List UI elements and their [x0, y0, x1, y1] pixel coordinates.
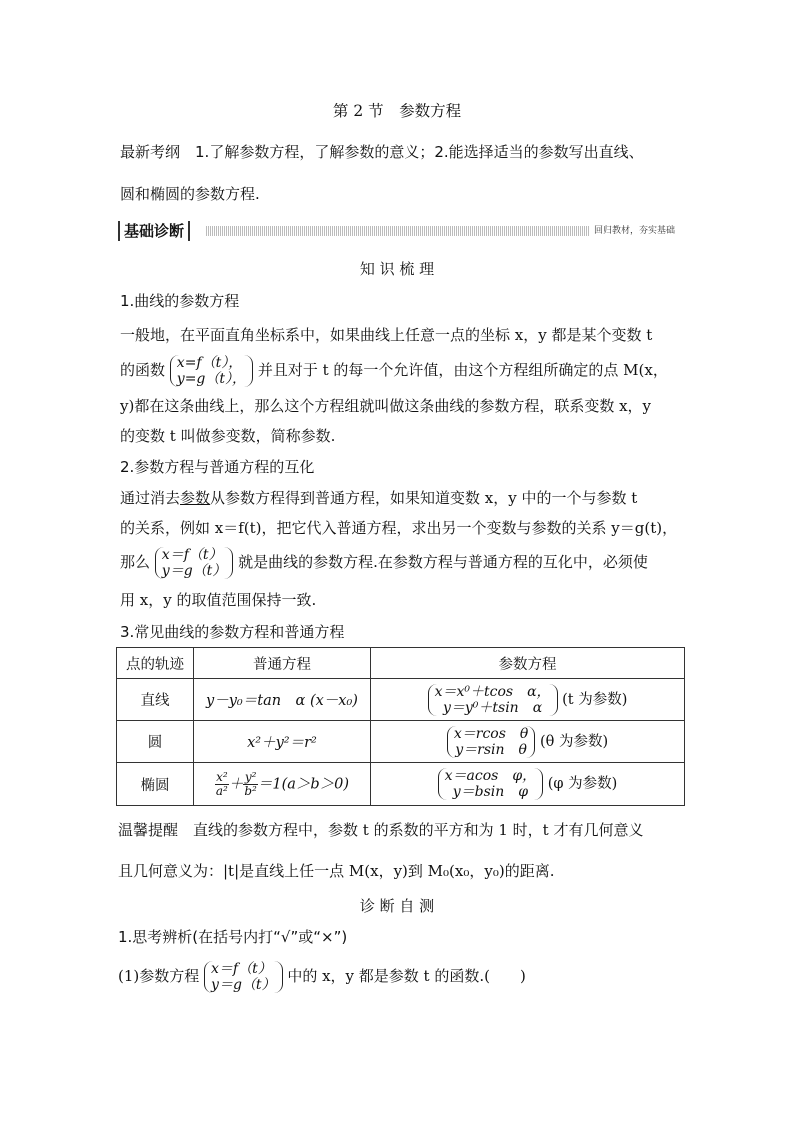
q1-eq-2: y＝g（t）: [211, 977, 276, 993]
q1-prefix: (1)参数方程: [118, 967, 200, 985]
row-ordinary-line: y－y₀＝tan α (x－x₀): [194, 679, 371, 721]
page-title: 第 2 节 参数方程: [332, 102, 462, 120]
q-heading: 1.思考辨析(在括号内打“√”或“×”): [118, 928, 348, 946]
ellipse-param-note: (φ 为参数): [547, 776, 618, 792]
table-header-parametric: 参数方程: [371, 648, 685, 679]
q1-eq-1: x＝f（t）: [211, 961, 272, 977]
banner-label: 基础诊断: [118, 221, 190, 241]
line-param-note: (t 为参数): [562, 691, 628, 708]
s1-line-4: 的变数 t 叫做参变数，简称参数.: [120, 427, 336, 445]
circle-param-note: (θ 为参数): [539, 733, 609, 750]
s2-line-3b: 就是曲线的参数方程.在参数方程与普通方程的互化中，必须使: [238, 553, 648, 571]
s1-equation-system: [170, 355, 253, 387]
s2-line-3: [120, 547, 648, 579]
table-header-row: [117, 648, 685, 679]
table-row: [117, 721, 685, 763]
outline-line-1: [120, 142, 644, 162]
curve-equation-table: [116, 647, 685, 806]
frac-denominator: b²: [244, 783, 257, 798]
s2-eq-2: y＝g（t）: [161, 563, 227, 579]
s1-line-1: 一般地，在平面直角坐标系中，如果曲线上任意一点的坐标 x，y 都是某个变数 t: [120, 326, 653, 344]
s2-line-1-underlined: 参数: [180, 489, 211, 507]
frac-numerator: y²: [244, 769, 257, 784]
ellipse-param-system: [438, 768, 544, 800]
ellipse-ordinary-tail: ＝1(a＞b＞0): [257, 776, 350, 792]
tip-line-1: [118, 820, 643, 840]
ellipse-param-eq-1: x＝acos φ，: [444, 768, 537, 784]
row-parametric-circle: [371, 721, 685, 763]
circle-param-eq-2: y＝rsin θ: [455, 741, 527, 758]
line-param-system: [428, 684, 558, 716]
s2-equation-system: [155, 547, 234, 579]
tip-text-1: 直线的参数方程中，参数 t 的系数的平方和为 1 时，t 才有几何意义: [178, 821, 644, 839]
outline-label: 最新考纲: [120, 143, 181, 161]
s1-heading: 1.曲线的参数方程: [120, 292, 240, 310]
s1-line-3: y)都在这条曲线上，那么这个方程组就叫做这条曲线的参数方程，联系变数 x，y: [120, 397, 652, 415]
table-header-ordinary: 普通方程: [194, 648, 371, 679]
s2-eq-1: x＝f（t）: [161, 547, 223, 563]
s3-heading: 3.常见曲线的参数方程和普通方程: [120, 623, 345, 641]
tip-line-2: 且几何意义为：|t|是直线上任一点 M(x，y)到 M₀(x₀，y₀)的距离.: [118, 862, 555, 880]
ellipse-frac-y: [243, 771, 258, 798]
outline-text-1: 1.了解参数方程，了解参数的意义；2.能选择适当的参数写出直线、: [180, 143, 644, 161]
row-ordinary-circle: x²＋y²＝r²: [194, 721, 371, 763]
row-name-circle: 圆: [117, 721, 194, 763]
s2-line-1: [120, 488, 637, 508]
frac-numerator: x²: [216, 769, 228, 784]
table-row: [117, 763, 685, 806]
table-header-trace: 点的轨迹: [117, 648, 194, 679]
s2-heading: 2.参数方程与普通方程的互化: [120, 458, 315, 476]
row-name-ellipse: 椭圆: [117, 763, 194, 806]
section-title-knowledge: 知 识 梳 理: [359, 260, 435, 278]
circle-param-system: [447, 726, 535, 758]
line-param-eq-1: x＝x⁰＋tcos α，: [434, 683, 551, 700]
ellipse-frac-x: [215, 771, 229, 798]
row-parametric-line: [371, 679, 685, 721]
s2-line-1b: 从参数方程得到普通方程，如果知道变数 x，y 中的一个与参数 t: [210, 489, 638, 507]
q1-line: [118, 961, 526, 993]
s1-line-2b: 并且对于 t 的每一个允许值，由这个方程组所确定的点 M(x，: [257, 361, 668, 379]
s1-line-2a: 的函数: [120, 361, 166, 379]
circle-param-eq-1: x＝rcos θ: [453, 725, 529, 742]
s2-line-4: 用 x，y 的取值范围保持一致.: [120, 591, 317, 609]
s1-line-2: [120, 355, 668, 387]
table-row: [117, 679, 685, 721]
q1-suffix: 中的 x，y 都是参数 t 的函数.( ): [287, 967, 526, 985]
section-banner: [118, 221, 679, 241]
s2-line-3a: 那么: [120, 553, 151, 571]
frac-denominator: a²: [215, 783, 228, 798]
row-ordinary-ellipse: $\frac{\text{x²}}{\text{a²}}$ ＋ $\frac{\text{y²}}{\text{b²}}$ ＝1(a＞b＞0): [194, 763, 371, 806]
outline-text-2: 圆和椭圆的参数方程.: [120, 185, 260, 203]
s2-line-2: 的关系，例如 x＝f(t)，把它代入普通方程，求出另一个变数与参数的关系 y＝g(t)，: [120, 519, 678, 537]
row-name-line: 直线: [117, 679, 194, 721]
ellipse-param-eq-2: y＝bsin φ: [452, 784, 529, 800]
row-parametric-ellipse: [371, 763, 685, 806]
q1-equation-system: [204, 961, 283, 993]
s1-eq-1: x=f（t），: [176, 355, 243, 371]
banner-right-text: 回归教材，夯实基础: [590, 223, 679, 239]
section-title-selftest: 诊 断 自 测: [359, 897, 435, 915]
s1-eq-2: y=g（t），: [176, 371, 247, 387]
tip-label: 温馨提醒: [118, 821, 179, 839]
line-param-eq-2: y＝y⁰＋tsin α: [442, 699, 543, 716]
s2-line-1a: 通过消去: [120, 489, 181, 507]
